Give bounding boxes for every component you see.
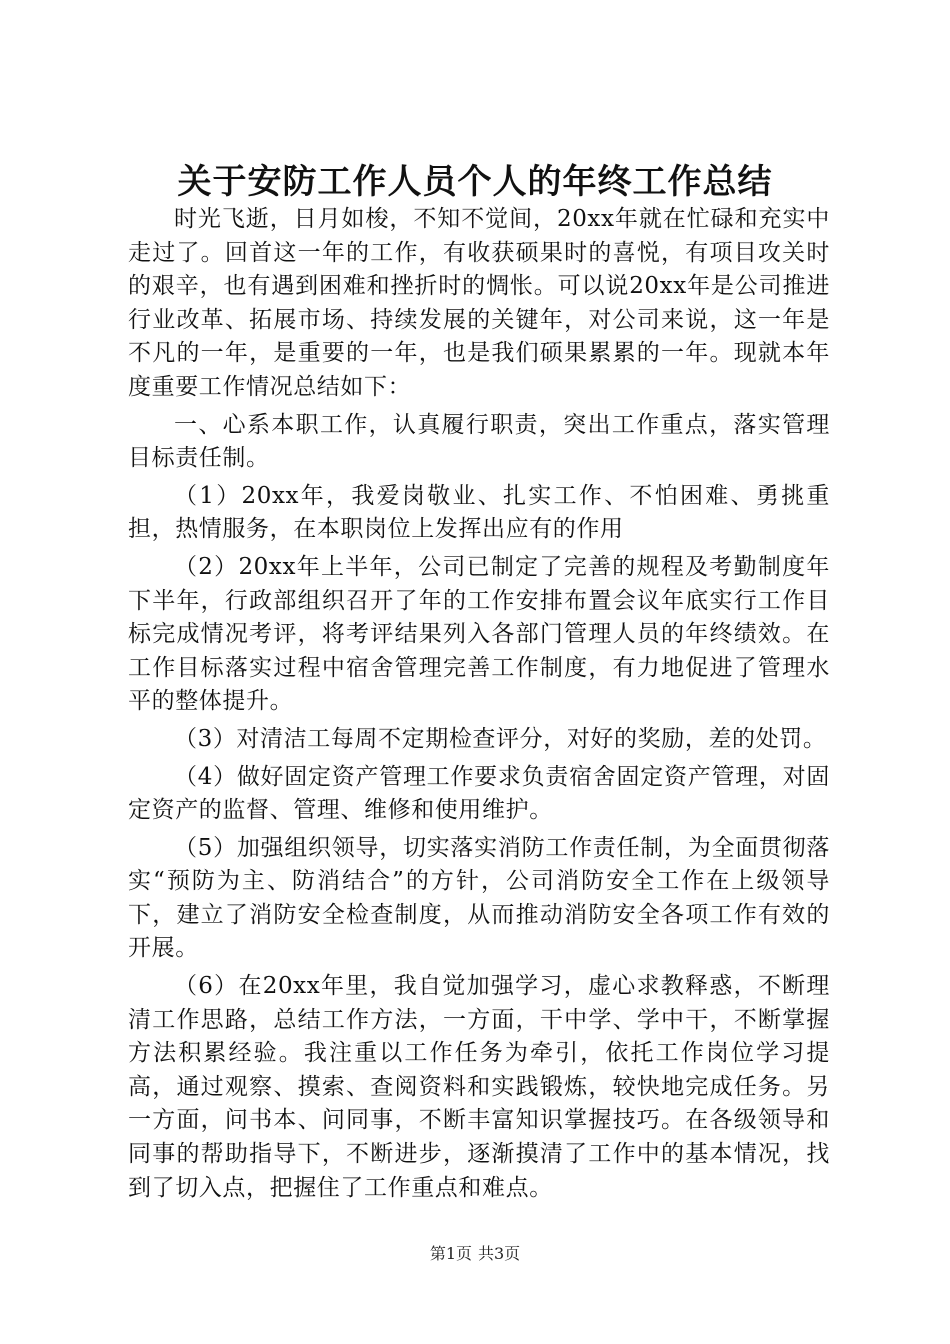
page-number: 第1页 <box>429 1244 472 1263</box>
page-total: 共3页 <box>478 1244 521 1263</box>
paragraph-item-1: （1）20xx年，我爱岗敬业、扎实工作、不怕困难、勇挑重担，热情服务，在本职岗位上发挥出应有的作用 <box>128 482 830 543</box>
paragraph-item-5: （5）加强组织领导，切实落实消防工作责任制，为全面贯彻落实“预防为主、防消结合”的方针，公司消防安全工作在上级领导下，建立了消防安全检查制度，从而推动消防安全各项工作有效的开展。 <box>128 834 830 962</box>
paragraph-item-4: （4）做好固定资产管理工作要求负责宿舍固定资产管理，对固定资产的监督、管理、维修和使用维护。 <box>128 763 830 824</box>
page-footer <box>0 1242 950 1266</box>
document-title: 关于安防工作人员个人的年终工作总结 <box>177 162 773 202</box>
paragraph-item-2: （2）20xx年上半年，公司已制定了完善的规程及考勤制度年下半年，行政部组织召开了年的工作安排布置会议年底实行工作目标完成情况考评，将考评结果列入各部门管理人员的年终绩效。在工作目标落实过程中宿舍管理完善工作制度，有力地促进了管理水平的整体提升。 <box>128 553 830 715</box>
paragraph-item-3: （3）对清洁工每周不定期检查评分，对好的奖励，差的处罚。 <box>174 725 827 752</box>
paragraph-section-heading: 一、心系本职工作，认真履行职责，突出工作重点，落实管理目标责任制。 <box>128 411 830 472</box>
paragraph-item-6: （6）在20xx年里，我自觉加强学习，虚心求教释惑，不断理清工作思路，总结工作方法，一方面，干中学、学中干，不断掌握方法积累经验。我注重以工作任务为牵引，依托工作岗位学习提高，通过观察、摸索、查阅资料和实践锻炼，较快地完成任务。另一方面，问书本、问同事，不断丰富知识掌握技巧。在各级领导和同事的帮助指导下，不断进步，逐渐摸清了工作中的基本情况，找到了切入点，把握住了工作重点和难点。 <box>128 973 830 1201</box>
document-body <box>128 203 830 1209</box>
paragraph-intro: 时光飞逝，日月如梭，不知不觉间，20xx年就在忙碌和充实中走过了。回首这一年的工作，有收获硕果时的喜悦，有项目攻关时的艰辛，也有遇到困难和挫折时的惆怅。可以说20xx年是公司推进行业改革、拓展市场、持续发展的关键年，对公司来说，这一年是不凡的一年，是重要的一年，也是我们硕果累累的一年。现就本年度重要工作情况总结如下： <box>128 206 830 400</box>
